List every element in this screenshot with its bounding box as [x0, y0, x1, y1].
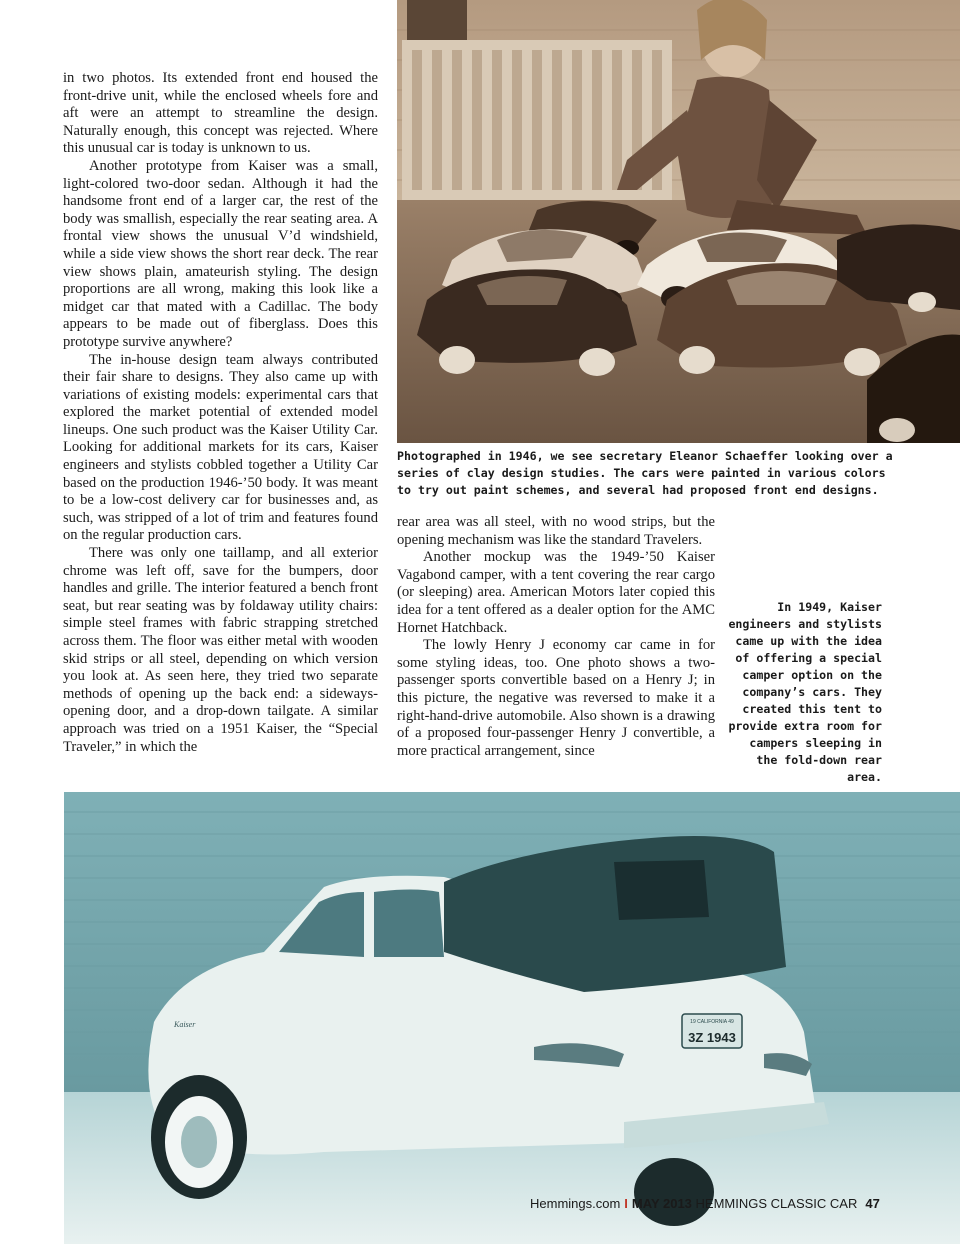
side-photo-caption: In 1949, Kaiser engineers and stylists came up with the idea of offering a special camper option on the company’s cars. They created this tent to provide extra room for campers sleeping in the fold-down rear area.	[728, 600, 882, 784]
page-number: 47	[865, 1196, 880, 1211]
kaiser-script-badge: Kaiser	[174, 1020, 196, 1029]
paragraph: rear area was all steel, with no wood strips, but the opening mechanism was like the standard Travelers.	[397, 514, 715, 548]
article-middle-column	[397, 514, 715, 760]
vagabond-camper-photo	[64, 792, 960, 1244]
paragraph: in two photos. Its extended front end housed the front-drive unit, while the enclosed wheels fore and aft were an attempt to streamline the design. Naturally enough, this concept was rejected. Where this unusual car is today is unknown to us.	[63, 70, 378, 157]
footer-site: Hemmings.com	[530, 1196, 621, 1211]
footer-magazine: HEMMINGS CLASSIC CAR	[695, 1196, 858, 1211]
plate-state-text: 19 CALIFORNIA 49	[690, 1019, 734, 1025]
footer-separator: I	[624, 1196, 628, 1211]
clay-models-photo	[397, 0, 960, 443]
paragraph: The lowly Henry J economy car came in for some styling ideas, too. One photo shows a two-passenger sports convertible based on a Henry J; in this picture, the negative was reversed to make it a right-hand-drive automobile. Also shown is a drawing of a proposed four-passenger Henry J convertible, a more practical arrangement, since	[397, 637, 715, 759]
plate-number-text: 3Z 1943	[688, 1030, 736, 1045]
article-left-column	[63, 70, 378, 756]
page-footer	[530, 1196, 920, 1211]
paragraph: There was only one taillamp, and all exterior chrome was left off, save for the bumpers, door handles and grille. The interior featured a bench front seat, but rear seating was by foldaway utility chairs: simple steel frames with fabric strapping stretched across them. The floor was either metal with wooden skid strips or all steel, depending on which version you look at. As seen here, they tried two separate methods of opening up the back end: a sideways-opening door, and a drop-down tailgate. A similar approach was tried on a 1951 Kaiser, the “Special Traveler,” in which the	[63, 545, 378, 755]
footer-date: MAY 2013	[631, 1196, 692, 1211]
top-photo-caption: Photographed in 1946, we see secretary Eleanor Schaeffer looking over a series of clay design studies. The cars were painted in various colors to try out paint schemes, and several had proposed front end designs.	[397, 449, 893, 497]
paragraph: Another prototype from Kaiser was a small, light-colored two-door sedan. Although it had the handsome front end of a larger car, the rest of the body was smallish, especially the rear seating area. A frontal view shows the unusual V’d windshield, while a side view shows the short rear deck. The rear view shows plain, amateurish styling. The design proportions are all wrong, making this look like a midget car that mated with a Cadillac. The body appears to be made out of fiberglass. Does this prototype survive anywhere?	[63, 157, 378, 350]
paragraph: The in-house design team always contributed their fair share to designs. They also came up with variations of existing models: experimental cars that explored the market potential of extended model lineups. One such product was the Kaiser Utility Car. Looking for additional markets for its cars, Kaiser engineers and stylists cobbled together a Utility Car based on the production 1946-’50 body. It was meant to be a low-cost delivery car for businesses and, as such, was stripped of a lot of trim and features found on the regular production cars.	[63, 351, 378, 544]
paragraph: Another mockup was the 1949-’50 Kaiser Vagabond camper, with a tent covering the rear cargo (or sleeping) area. American Motors later copied this idea for a tent offered as a dealer option for the AMC Hornet Hatchback.	[397, 549, 715, 636]
